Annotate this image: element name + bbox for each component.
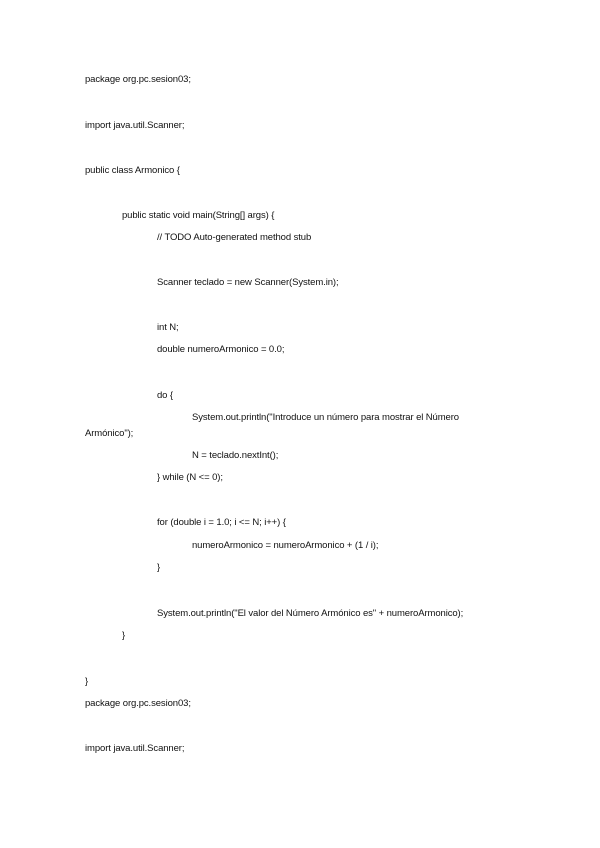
- code-line-package: package org.pc.sesion03;: [85, 74, 191, 85]
- code-line-import: import java.util.Scanner;: [85, 120, 185, 131]
- code-line-scanner-init: Scanner teclado = new Scanner(System.in);: [157, 277, 339, 288]
- code-line-package-repeat: package org.pc.sesion03;: [85, 698, 191, 709]
- code-line-do-open: do {: [157, 390, 173, 401]
- code-line-main-method: public static void main(String[] args) {: [122, 210, 275, 221]
- code-line-while-condition: } while (N <= 0);: [157, 472, 223, 483]
- code-line-for-close: }: [157, 562, 161, 573]
- code-line-accumulate: numeroArmonico = numeroArmonico + (1 / i);: [192, 540, 379, 551]
- code-line-class-declaration: public class Armonico {: [85, 165, 180, 176]
- code-line-println-prompt-wrap: Armónico");: [85, 428, 134, 439]
- code-line-main-close: }: [122, 630, 126, 641]
- code-line-int-n: int N;: [157, 322, 179, 333]
- code-line-class-close: }: [85, 676, 89, 687]
- code-line-for-loop: for (double i = 1.0; i <= N; i++) {: [157, 517, 286, 528]
- code-line-println-result: System.out.println("El valor del Número Armónico es" + numeroArmonico);: [157, 608, 464, 619]
- code-line-double-init: double numeroArmonico = 0.0;: [157, 344, 285, 355]
- code-line-println-prompt: System.out.println("Introduce un número para mostrar el Número: [192, 412, 459, 423]
- code-line-todo-comment: // TODO Auto-generated method stub: [157, 232, 312, 243]
- code-line-import-repeat: import java.util.Scanner;: [85, 743, 185, 754]
- code-line-next-int: N = teclado.nextInt();: [192, 450, 279, 461]
